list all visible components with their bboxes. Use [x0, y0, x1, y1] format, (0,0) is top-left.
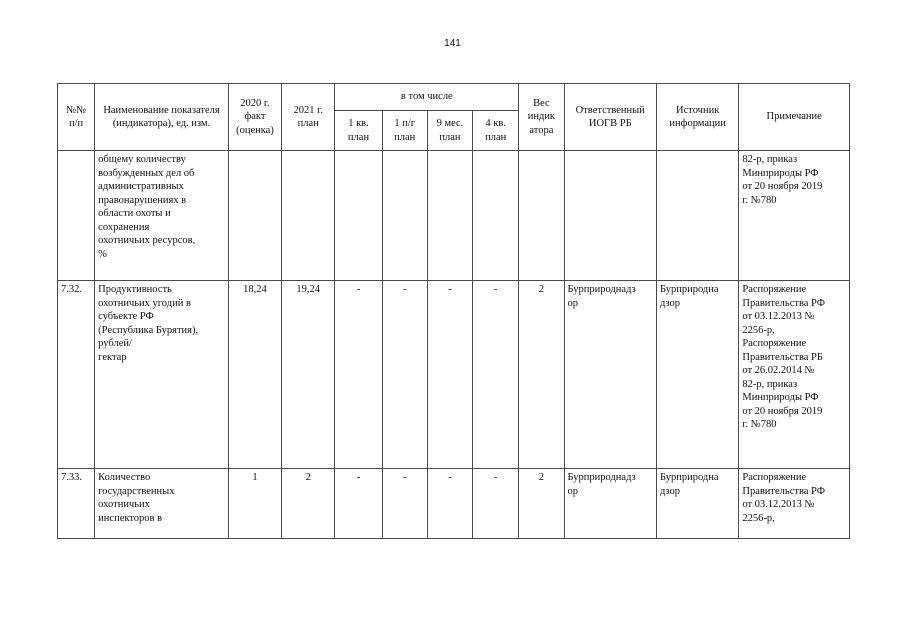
cell-weight: 2: [519, 469, 564, 539]
cell-9m: [427, 151, 472, 281]
cell-responsible: Бурприроднадз ор: [564, 469, 656, 539]
header-h1: 1 п/г план: [382, 111, 427, 151]
cell-q4: -: [473, 469, 519, 539]
cell-q4: -: [473, 281, 519, 469]
cell-note: Распоряжение Правительства РФ от 03.12.2013 № 2256-р,: [739, 469, 850, 539]
cell-q4: [473, 151, 519, 281]
cell-plan-2021: [282, 151, 335, 281]
cell-plan-2021: 2: [282, 469, 335, 539]
header-q1: 1 кв. план: [335, 111, 382, 151]
cell-q1: -: [335, 281, 382, 469]
page-number: 141: [444, 38, 461, 49]
table-row: [58, 151, 850, 281]
cell-q1: -: [335, 469, 382, 539]
cell-q1: [335, 151, 382, 281]
header-num: №№ п/п: [58, 84, 95, 151]
header-q4: 4 кв. план: [473, 111, 519, 151]
table-row: [58, 469, 850, 539]
cell-name: Количество государственных охотничьих инспекторов в: [95, 469, 229, 539]
table-row: [58, 281, 850, 469]
cell-source: Бурприродна дзор: [656, 469, 738, 539]
cell-num: 7.32.: [58, 281, 95, 469]
cell-responsible: [564, 151, 656, 281]
cell-responsible: Бурприроднадз ор: [564, 281, 656, 469]
indicators-table: [57, 83, 850, 539]
cell-note: 82-р, приказ Минприроды РФ от 20 ноября 2019 г. №780: [739, 151, 850, 281]
cell-name: общему количеству возбужденных дел об административных правонарушениях в области охоты и сохранения охотничьих ресурсов, %: [95, 151, 229, 281]
header-note: Примечание: [739, 84, 850, 151]
cell-weight: [519, 151, 564, 281]
cell-note: Распоряжение Правительства РФ от 03.12.2013 № 2256-р, Распоряжение Правительства РБ от 26.02.2014 № 82-р, приказ Минприроды РФ от 20 ноября 2019 г. №780: [739, 281, 850, 469]
header-responsible: Ответственный ИОГВ РБ: [564, 84, 656, 151]
cell-num: [58, 151, 95, 281]
cell-9m: -: [427, 469, 472, 539]
cell-name: Продуктивность охотничьих угодий в субъекте РФ (Республика Бурятия), рублей/ гектар: [95, 281, 229, 469]
header-source: Источник информации: [656, 84, 738, 151]
cell-h1: -: [382, 281, 427, 469]
header-name: Наименование показателя (индикатора), ед. изм.: [95, 84, 229, 151]
cell-h1: [382, 151, 427, 281]
header-plan-2021: 2021 г. план: [282, 84, 335, 151]
header-9m: 9 мес. план: [427, 111, 472, 151]
cell-h1: -: [382, 469, 427, 539]
cell-9m: -: [427, 281, 472, 469]
cell-fact-2020: 1: [228, 469, 281, 539]
cell-plan-2021: 19,24: [282, 281, 335, 469]
cell-weight: 2: [519, 281, 564, 469]
cell-fact-2020: 18,24: [228, 281, 281, 469]
header-row: [58, 84, 850, 111]
header-weight: Вес индик атора: [519, 84, 564, 151]
header-fact-2020: 2020 г. факт (оценка): [228, 84, 281, 151]
cell-source: [656, 151, 738, 281]
cell-fact-2020: [228, 151, 281, 281]
cell-source: Бурприродна дзор: [656, 281, 738, 469]
header-including: в том числе: [335, 84, 519, 111]
cell-num: 7.33.: [58, 469, 95, 539]
